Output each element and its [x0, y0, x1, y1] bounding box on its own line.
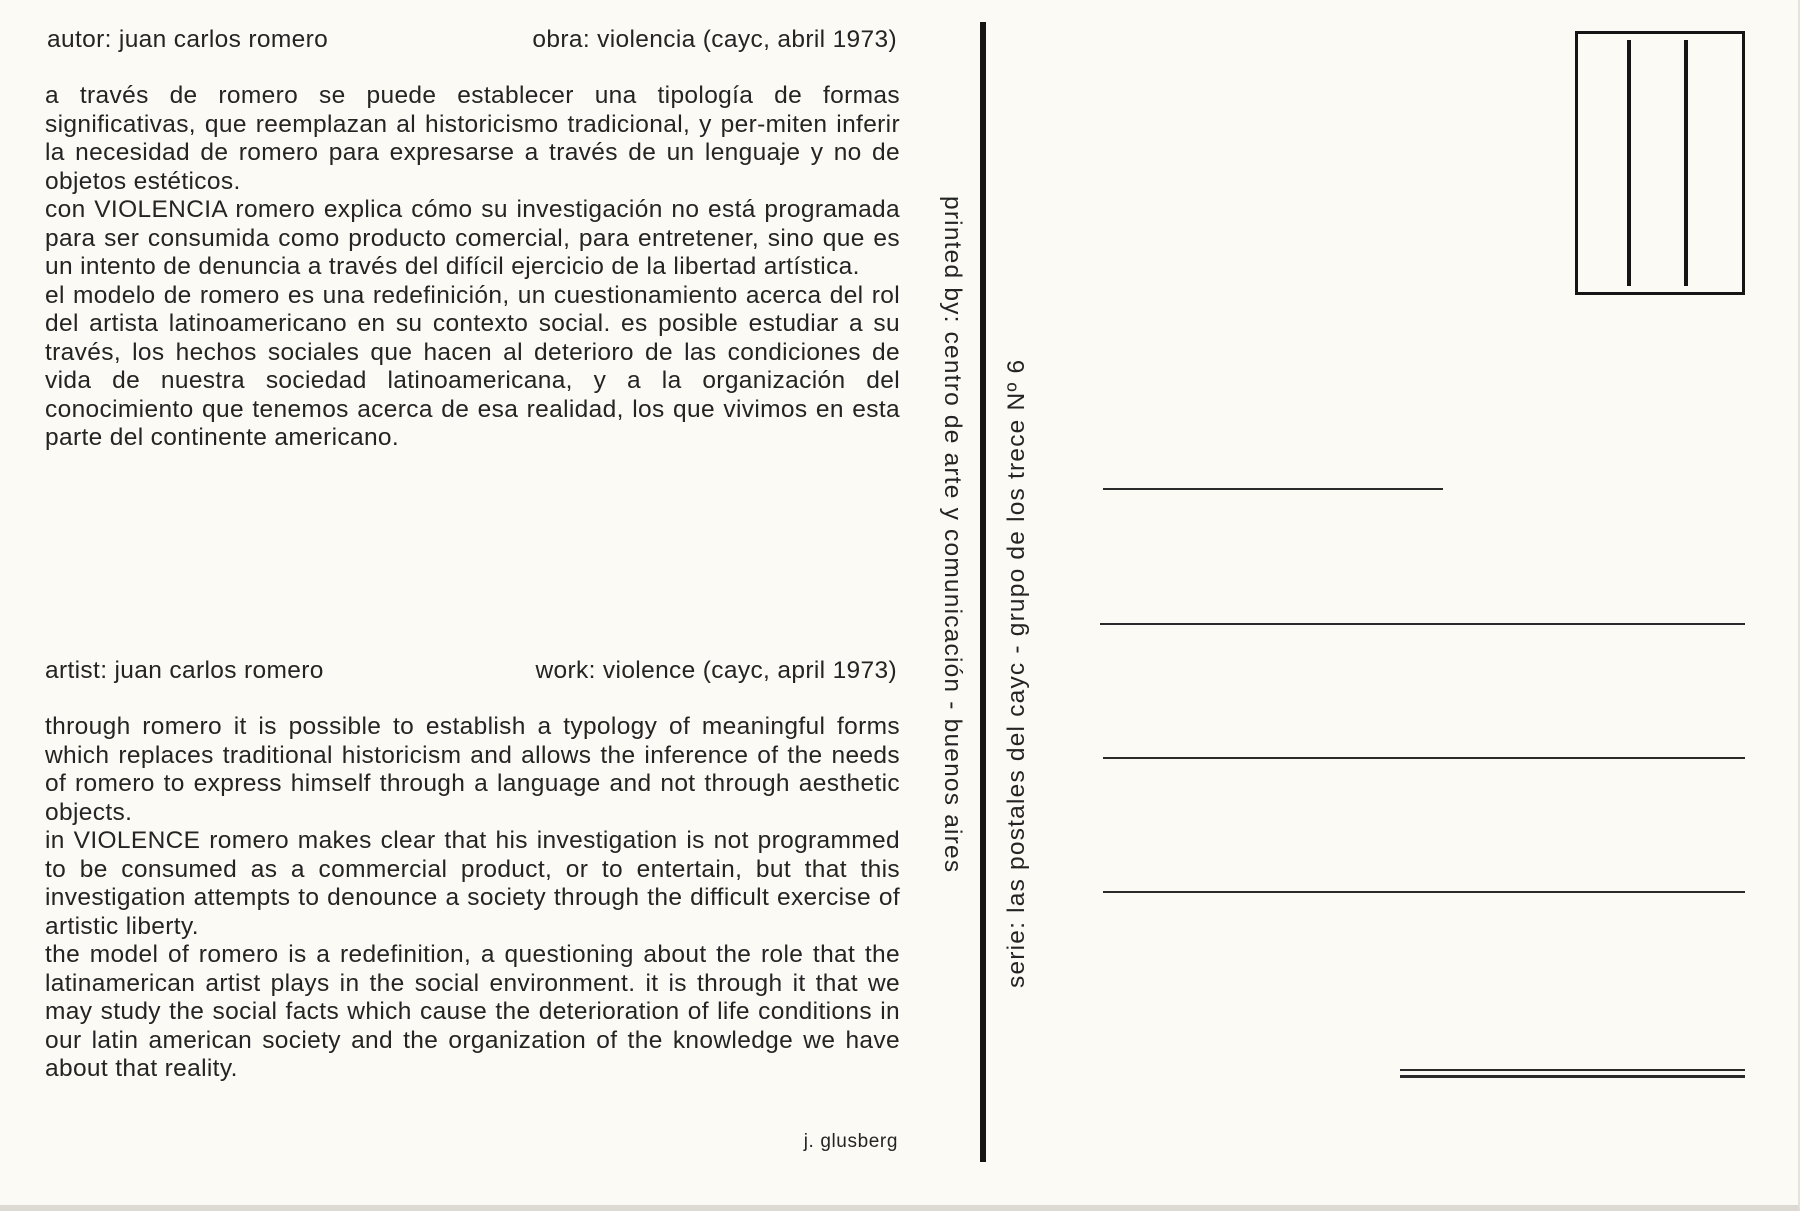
address-line — [1100, 623, 1745, 625]
printed-by-vertical-text: printed by: centro de arte y comunicación - buenos aires — [939, 196, 966, 874]
english-text-block — [45, 713, 900, 1084]
address-line — [1103, 891, 1745, 893]
address-line — [1103, 757, 1745, 759]
english-paragraph: in VIOLENCE romero makes clear that his investigation is not programmed to be consumed as a commercial product, or to entertain, but that this investigation attempts to denounce a society through the difficult exercise of artistic liberty. — [45, 827, 900, 940]
signature: j. glusberg — [803, 1131, 898, 1152]
address-line — [1103, 488, 1443, 490]
english-artist-heading: artist: juan carlos romero — [45, 657, 324, 684]
address-line — [1400, 1075, 1745, 1078]
stamp-bar — [1684, 40, 1688, 286]
address-line — [1400, 1069, 1745, 1071]
stamp-box — [1575, 31, 1745, 295]
spanish-paragraph: el modelo de romero es una redefinición, un cuestionamiento acerca del rol del artista latinoamericano en su contexto social. es posible estudiar a su través, los hechos sociales que hacen al deterioro de las condiciones de vida de nuestra sociedad latinoamericana, y a la organización del conocimiento que tenemos acerca de esa realidad, los que vivimos en esta parte del continente americano. — [45, 281, 900, 451]
spanish-text-block — [45, 82, 900, 453]
english-paragraph: through romero it is possible to establish a typology of meaningful forms which replaces traditional historicism and allows the inference of the needs of romero to express himself through a language and not through aesthetic objects. — [45, 713, 900, 826]
center-divider — [980, 22, 986, 1162]
spanish-paragraph: con VIOLENCIA romero explica cómo su investigación no está programada para ser consumida como producto comercial, para entretener, sino que es un intento de denuncia a través del difícil ejercicio de la libertad artística. — [45, 196, 900, 280]
spanish-work-heading: obra: violencia (cayc, abril 1973) — [532, 26, 897, 53]
stamp-bar — [1627, 40, 1631, 286]
english-paragraph: the model of romero is a redefinition, a questioning about the role that the latinamerican artist plays in the social environment. it is through it that we may study the social facts which cause the deterioration of life conditions in our latin american society and the organization of the knowledge we have about that reality. — [45, 941, 900, 1082]
spanish-author-heading: autor: juan carlos romero — [47, 26, 329, 53]
english-work-heading: work: violence (cayc, april 1973) — [535, 657, 897, 684]
series-vertical-text: serie: las postales del cayc - grupo de los trece Nº 6 — [1003, 358, 1030, 988]
spanish-paragraph: a través de romero se puede establecer una tipología de formas significativas, que reemplazan al historicismo tradicional, y per-miten inferir la necesidad de romero para expresarse a través de un lenguaje y no de objetos estéticos. — [45, 82, 900, 195]
